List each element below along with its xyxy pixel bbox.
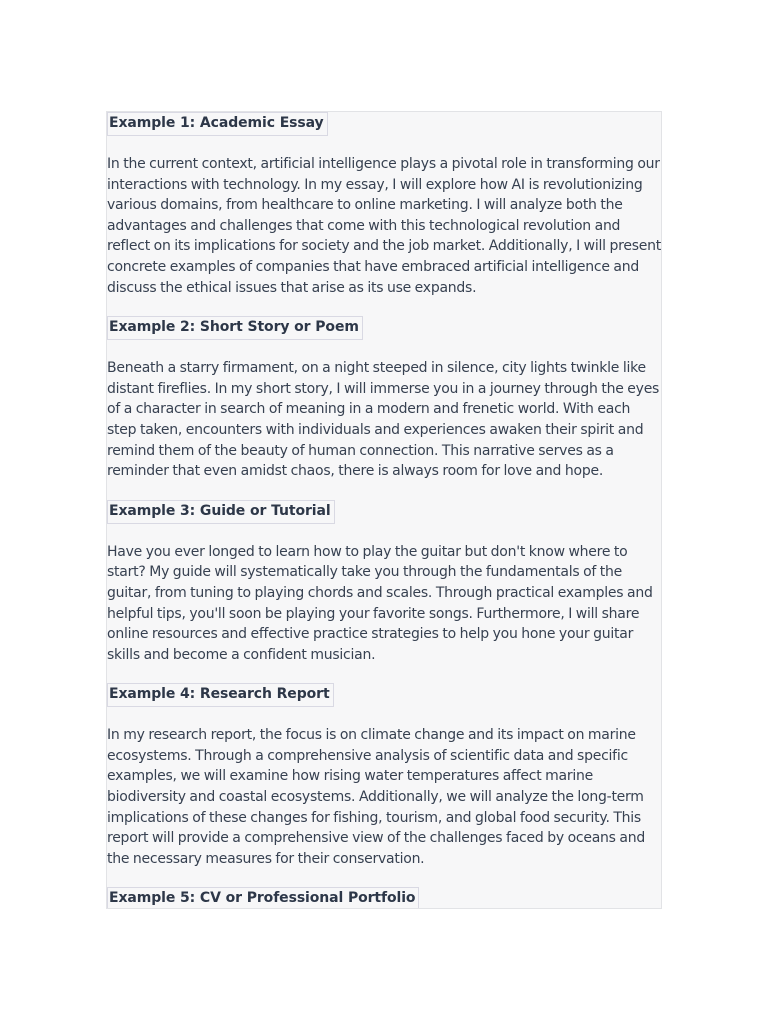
section-heading: Example 2: Short Story or Poem <box>107 316 363 340</box>
section-heading: Example 3: Guide or Tutorial <box>107 500 335 524</box>
section-heading: Example 1: Academic Essay <box>107 112 328 136</box>
section-academic-essay <box>107 112 661 298</box>
section-research-report <box>107 683 661 869</box>
section-body: Beneath a starry firmament, on a night steeped in silence, city lights twinkle like distant fireflies. In my short story, I will immerse you in a journey through the eyes of a character in search of meaning in a modern and frenetic world. With each step taken, encounters with individuals and experiences awaken their spirit and remind them of the beauty of human connection. This narrative serves as a reminder that even amidst chaos, there is always room for love and hope. <box>107 360 660 480</box>
document-panel <box>106 111 662 909</box>
section-body: Have you ever longed to learn how to play the guitar but don't know where to start? My guide will systematically take you through the fundamentals of the guitar, from tuning to playing chords and scales. Through practical examples and helpful tips, you'll soon be playing your favorite songs. Furthermore, I will share online resources and effective practice strategies to help you hone your guitar skills and become a confident musician. <box>107 543 653 663</box>
section-short-story <box>107 316 661 482</box>
section-cv-portfolio <box>107 887 661 909</box>
section-body: In my research report, the focus is on climate change and its impact on marine ecosystems. Through a comprehensive analysis of scientific data and specific examples, we will examine how rising water temperatures affect marine biodiversity and coastal ecosystems. Additionally, we will analyze the long-term implications of these changes for fishing, tourism, and global food security. This report will provide a comprehensive view of the challenges faced by oceans and the necessary measures for their conservation. <box>107 727 645 867</box>
section-guide-tutorial <box>107 500 661 666</box>
section-body: In the current context, artificial intelligence plays a pivotal role in transforming our interactions with technology. In my essay, I will explore how AI is revolutionizing various domains, from healthcare to online marketing. I will analyze both the advantages and challenges that come with this technological revolution and reflect on its implications for society and the job market. Additionally, I will present concrete examples of companies that have embraced artificial intelligence and discuss the ethical issues that arise as its use expands. <box>107 156 661 296</box>
section-heading: Example 4: Research Report <box>107 683 334 707</box>
section-heading: Example 5: CV or Professional Portfolio <box>107 887 419 909</box>
